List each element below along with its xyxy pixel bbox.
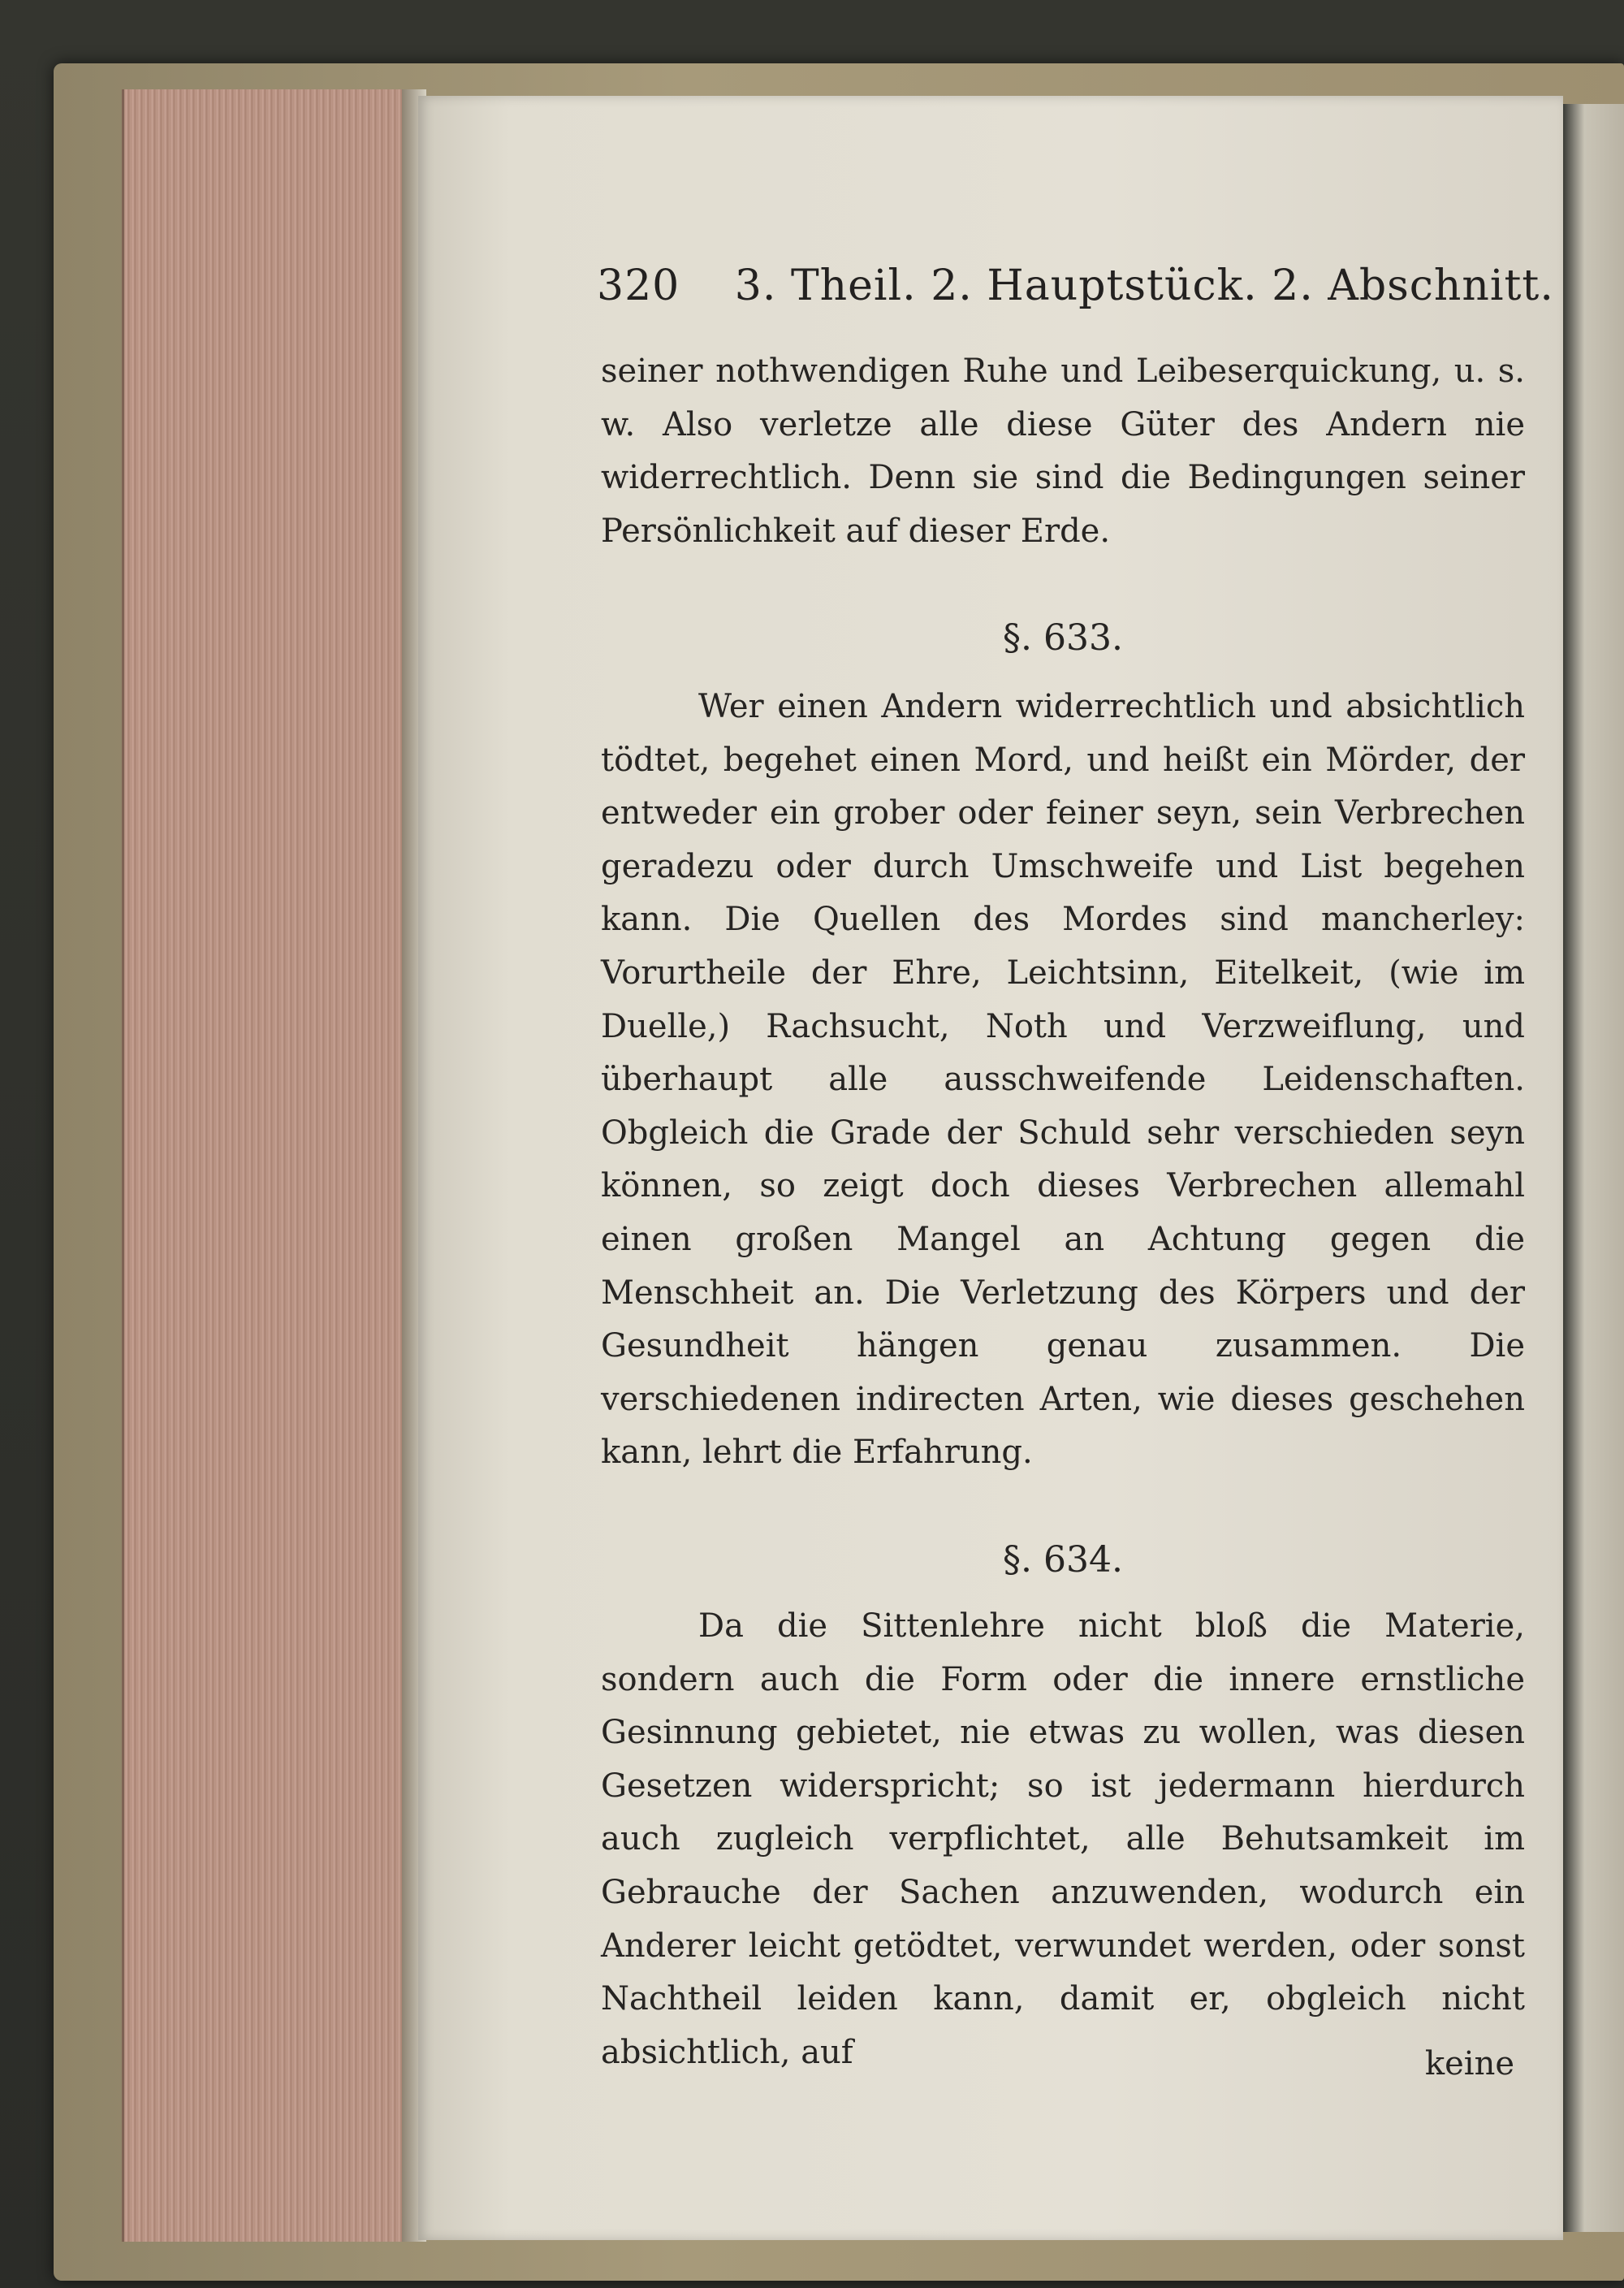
page-number: 320 (597, 262, 680, 310)
continuation-paragraph (601, 345, 1525, 558)
section-633-paragraph: Wer einen Andern widerrechtlich und absichtlich tödtet, begehet einen Mord, und heißt ein Mörder, der entweder ein grober oder feiner seyn, sein Verbrechen geradezu oder durch Umschweife und List begehen kann. Die Quellen des Mordes sind mancherley: Vorurtheile der Ehre, Leichtsinn, Eitelkeit, (wie im Duelle,) Rachsucht, Noth und Verzweiflung, und überhaupt alle ausschweifende Leidenschaften. Obgleich die Grade der Schuld sehr verschieden seyn können, so zeigt doch dieses Verbrechen allemahl einen großen Mangel an Achtung gegen die Menschheit an. Die Verletzung des Körpers und der Gesundheit hängen genau zusammen. Die verschiedenen indirecten Arten, wie dieses geschehen kann, lehrt die Erfahrung. (601, 688, 1525, 1472)
running-header (597, 262, 1554, 310)
section-634-body (601, 1600, 1525, 2079)
section-heading-634: §. 634. (1003, 1539, 1123, 1581)
section-heading-633: §. 633. (1003, 617, 1123, 659)
continuation-text: seiner nothwendigen Ruhe und Leibeserquickung, u. s. w. Also verletze alle diese Güter des Andern nie widerrechtlich. Denn sie sind die Bedingungen seiner Persönlichkeit auf dieser Erde. (601, 352, 1525, 550)
section-634-paragraph: Da die Sittenlehre nicht bloß die Materie, sondern auch die Form oder die innere ernstliche Gesinnung gebietet, nie etwas zu wollen, was diesen Gesetzen widerspricht; so ist jedermann hierdurch auch zugleich verpflichtet, alle Behutsamkeit im Gebrauche der Sachen anzuwenden, wodurch ein Anderer leicht getödtet, verwundet werden, oder sonst Nachtheil leiden kann, damit er, obgleich nicht absichtlich, auf (601, 1607, 1525, 2071)
facing-page-edge (1563, 104, 1624, 2232)
running-title: 3. Theil. 2. Hauptstück. 2. Abschnitt. (734, 262, 1554, 310)
section-633-body (601, 681, 1525, 1480)
page-edges (122, 89, 404, 2242)
catchword: keine (1424, 2045, 1514, 2083)
